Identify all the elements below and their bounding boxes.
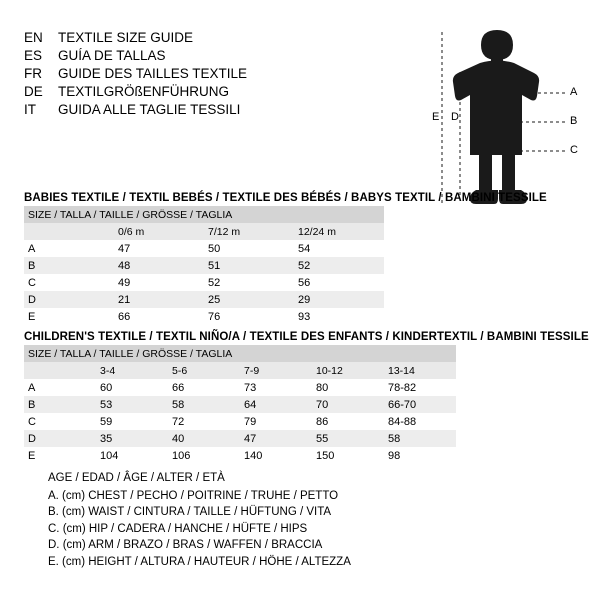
table-row xyxy=(24,291,384,308)
table-column-row xyxy=(24,223,384,240)
column-header: 12/24 m xyxy=(294,223,384,240)
column-header: 10-12 xyxy=(312,362,384,379)
children-size-table xyxy=(24,345,456,464)
cell: 64 xyxy=(240,396,312,413)
cell: 60 xyxy=(96,379,168,396)
language-title: GUIDE DES TAILLES TEXTILE xyxy=(58,66,248,81)
table-row xyxy=(24,240,384,257)
cell: 140 xyxy=(240,447,312,464)
table-header-row xyxy=(24,206,384,223)
language-code: IT xyxy=(24,102,36,117)
row-label: E xyxy=(24,447,96,464)
figure-label-c: C xyxy=(570,144,578,156)
row-label: E xyxy=(24,308,114,325)
figure-label-b: B xyxy=(570,115,578,127)
babies-size-table xyxy=(24,206,384,325)
language-code: DE xyxy=(24,84,43,99)
legend-row-c: C. (cm) HIP / CADERA / HANCHE / HÜFTE / HIPS xyxy=(48,522,308,535)
cell: 21 xyxy=(114,291,204,308)
row-label: A xyxy=(24,240,114,257)
cell: 53 xyxy=(96,396,168,413)
table-header-row xyxy=(24,345,456,362)
table-row xyxy=(24,430,456,447)
legend-age-row: AGE / EDAD / ÂGE / ALTER / ETÀ xyxy=(48,472,225,484)
table-row xyxy=(24,274,384,291)
children-section-title: CHILDREN'S TEXTILE / TEXTIL NIÑO/A / TEXTILE DES ENFANTS / KINDERTEXTIL / BAMBINI TESSILE xyxy=(24,331,589,343)
cell: 73 xyxy=(240,379,312,396)
language-title: TEXTILE SIZE GUIDE xyxy=(58,30,194,45)
cell: 54 xyxy=(294,240,384,257)
table-column-row xyxy=(24,362,456,379)
column-header: 7/12 m xyxy=(204,223,294,240)
cell: 84-88 xyxy=(384,413,456,430)
cell: 52 xyxy=(204,274,294,291)
table-row xyxy=(24,413,456,430)
measurement-legend xyxy=(48,470,351,570)
row-label: C xyxy=(24,413,96,430)
language-title: GUIDA ALLE TAGLIE TESSILI xyxy=(58,102,241,117)
cell: 25 xyxy=(204,291,294,308)
cell: 47 xyxy=(240,430,312,447)
cell: 49 xyxy=(114,274,204,291)
row-label: D xyxy=(24,430,96,447)
cell: 76 xyxy=(204,308,294,325)
language-code: EN xyxy=(24,30,43,45)
row-label: D xyxy=(24,291,114,308)
cell: 66 xyxy=(168,379,240,396)
column-header: 5-6 xyxy=(168,362,240,379)
table-row xyxy=(24,257,384,274)
language-row xyxy=(24,30,324,45)
babies-section-title: BABIES TEXTILE / TEXTIL BEBÉS / TEXTILE DES BÉBÉS / BABYS TEXTIL / BAMBINI TESSILE xyxy=(24,192,547,204)
figure-label-e: E xyxy=(432,111,440,123)
cell: 59 xyxy=(96,413,168,430)
cell: 106 xyxy=(168,447,240,464)
cell: 150 xyxy=(312,447,384,464)
legend-row-e: E. (cm) HEIGHT / ALTURA / HAUTEUR / HÖHE / ALTEZZA xyxy=(48,555,351,568)
column-header: 7-9 xyxy=(240,362,312,379)
legend-row-a: A. (cm) CHEST / PECHO / POITRINE / TRUHE / PETTO xyxy=(48,489,339,502)
column-header: 3-4 xyxy=(96,362,168,379)
row-label: B xyxy=(24,396,96,413)
legend-row-b: B. (cm) WAIST / CINTURA / TAILLE / HÜFTUNG / VITA xyxy=(48,506,332,518)
legend-row-d: D. (cm) ARM / BRAZO / BRAS / WAFFEN / BRACCIA xyxy=(48,539,323,551)
cell: 47 xyxy=(114,240,204,257)
cell: 78-82 xyxy=(384,379,456,396)
language-row xyxy=(24,84,324,99)
language-row xyxy=(24,48,324,63)
row-label: C xyxy=(24,274,114,291)
cell: 93 xyxy=(294,308,384,325)
cell: 80 xyxy=(312,379,384,396)
language-title: TEXTILGRÖßENFÜHRUNG xyxy=(58,84,230,99)
cell: 72 xyxy=(168,413,240,430)
cell: 52 xyxy=(294,257,384,274)
language-row xyxy=(24,102,324,117)
cell: 98 xyxy=(384,447,456,464)
language-title: GUÍA DE TALLAS xyxy=(58,48,166,63)
column-header: 0/6 m xyxy=(114,223,204,240)
cell: 29 xyxy=(294,291,384,308)
table-row xyxy=(24,396,456,413)
size-header-label: SIZE / TALLA / TAILLE / GRÖSSE / TAGLIA xyxy=(24,206,384,223)
figure-label-a: A xyxy=(570,86,578,98)
cell: 48 xyxy=(114,257,204,274)
corner-cell xyxy=(24,362,96,379)
cell: 79 xyxy=(240,413,312,430)
table-row xyxy=(24,447,456,464)
cell: 58 xyxy=(168,396,240,413)
cell: 66-70 xyxy=(384,396,456,413)
cell: 35 xyxy=(96,430,168,447)
cell: 56 xyxy=(294,274,384,291)
language-code: FR xyxy=(24,66,42,81)
cell: 55 xyxy=(312,430,384,447)
language-code: ES xyxy=(24,48,43,63)
cell: 70 xyxy=(312,396,384,413)
language-title-block xyxy=(24,30,324,120)
cell: 50 xyxy=(204,240,294,257)
table-row xyxy=(24,379,456,396)
cell: 66 xyxy=(114,308,204,325)
cell: 51 xyxy=(204,257,294,274)
figure-label-d: D xyxy=(451,111,459,123)
column-header: 13-14 xyxy=(384,362,456,379)
cell: 86 xyxy=(312,413,384,430)
corner-cell xyxy=(24,223,114,240)
row-label: B xyxy=(24,257,114,274)
row-label: A xyxy=(24,379,96,396)
table-row xyxy=(24,308,384,325)
size-header-label: SIZE / TALLA / TAILLE / GRÖSSE / TAGLIA xyxy=(24,345,456,362)
cell: 58 xyxy=(384,430,456,447)
language-row xyxy=(24,66,324,81)
cell: 40 xyxy=(168,430,240,447)
cell: 104 xyxy=(96,447,168,464)
